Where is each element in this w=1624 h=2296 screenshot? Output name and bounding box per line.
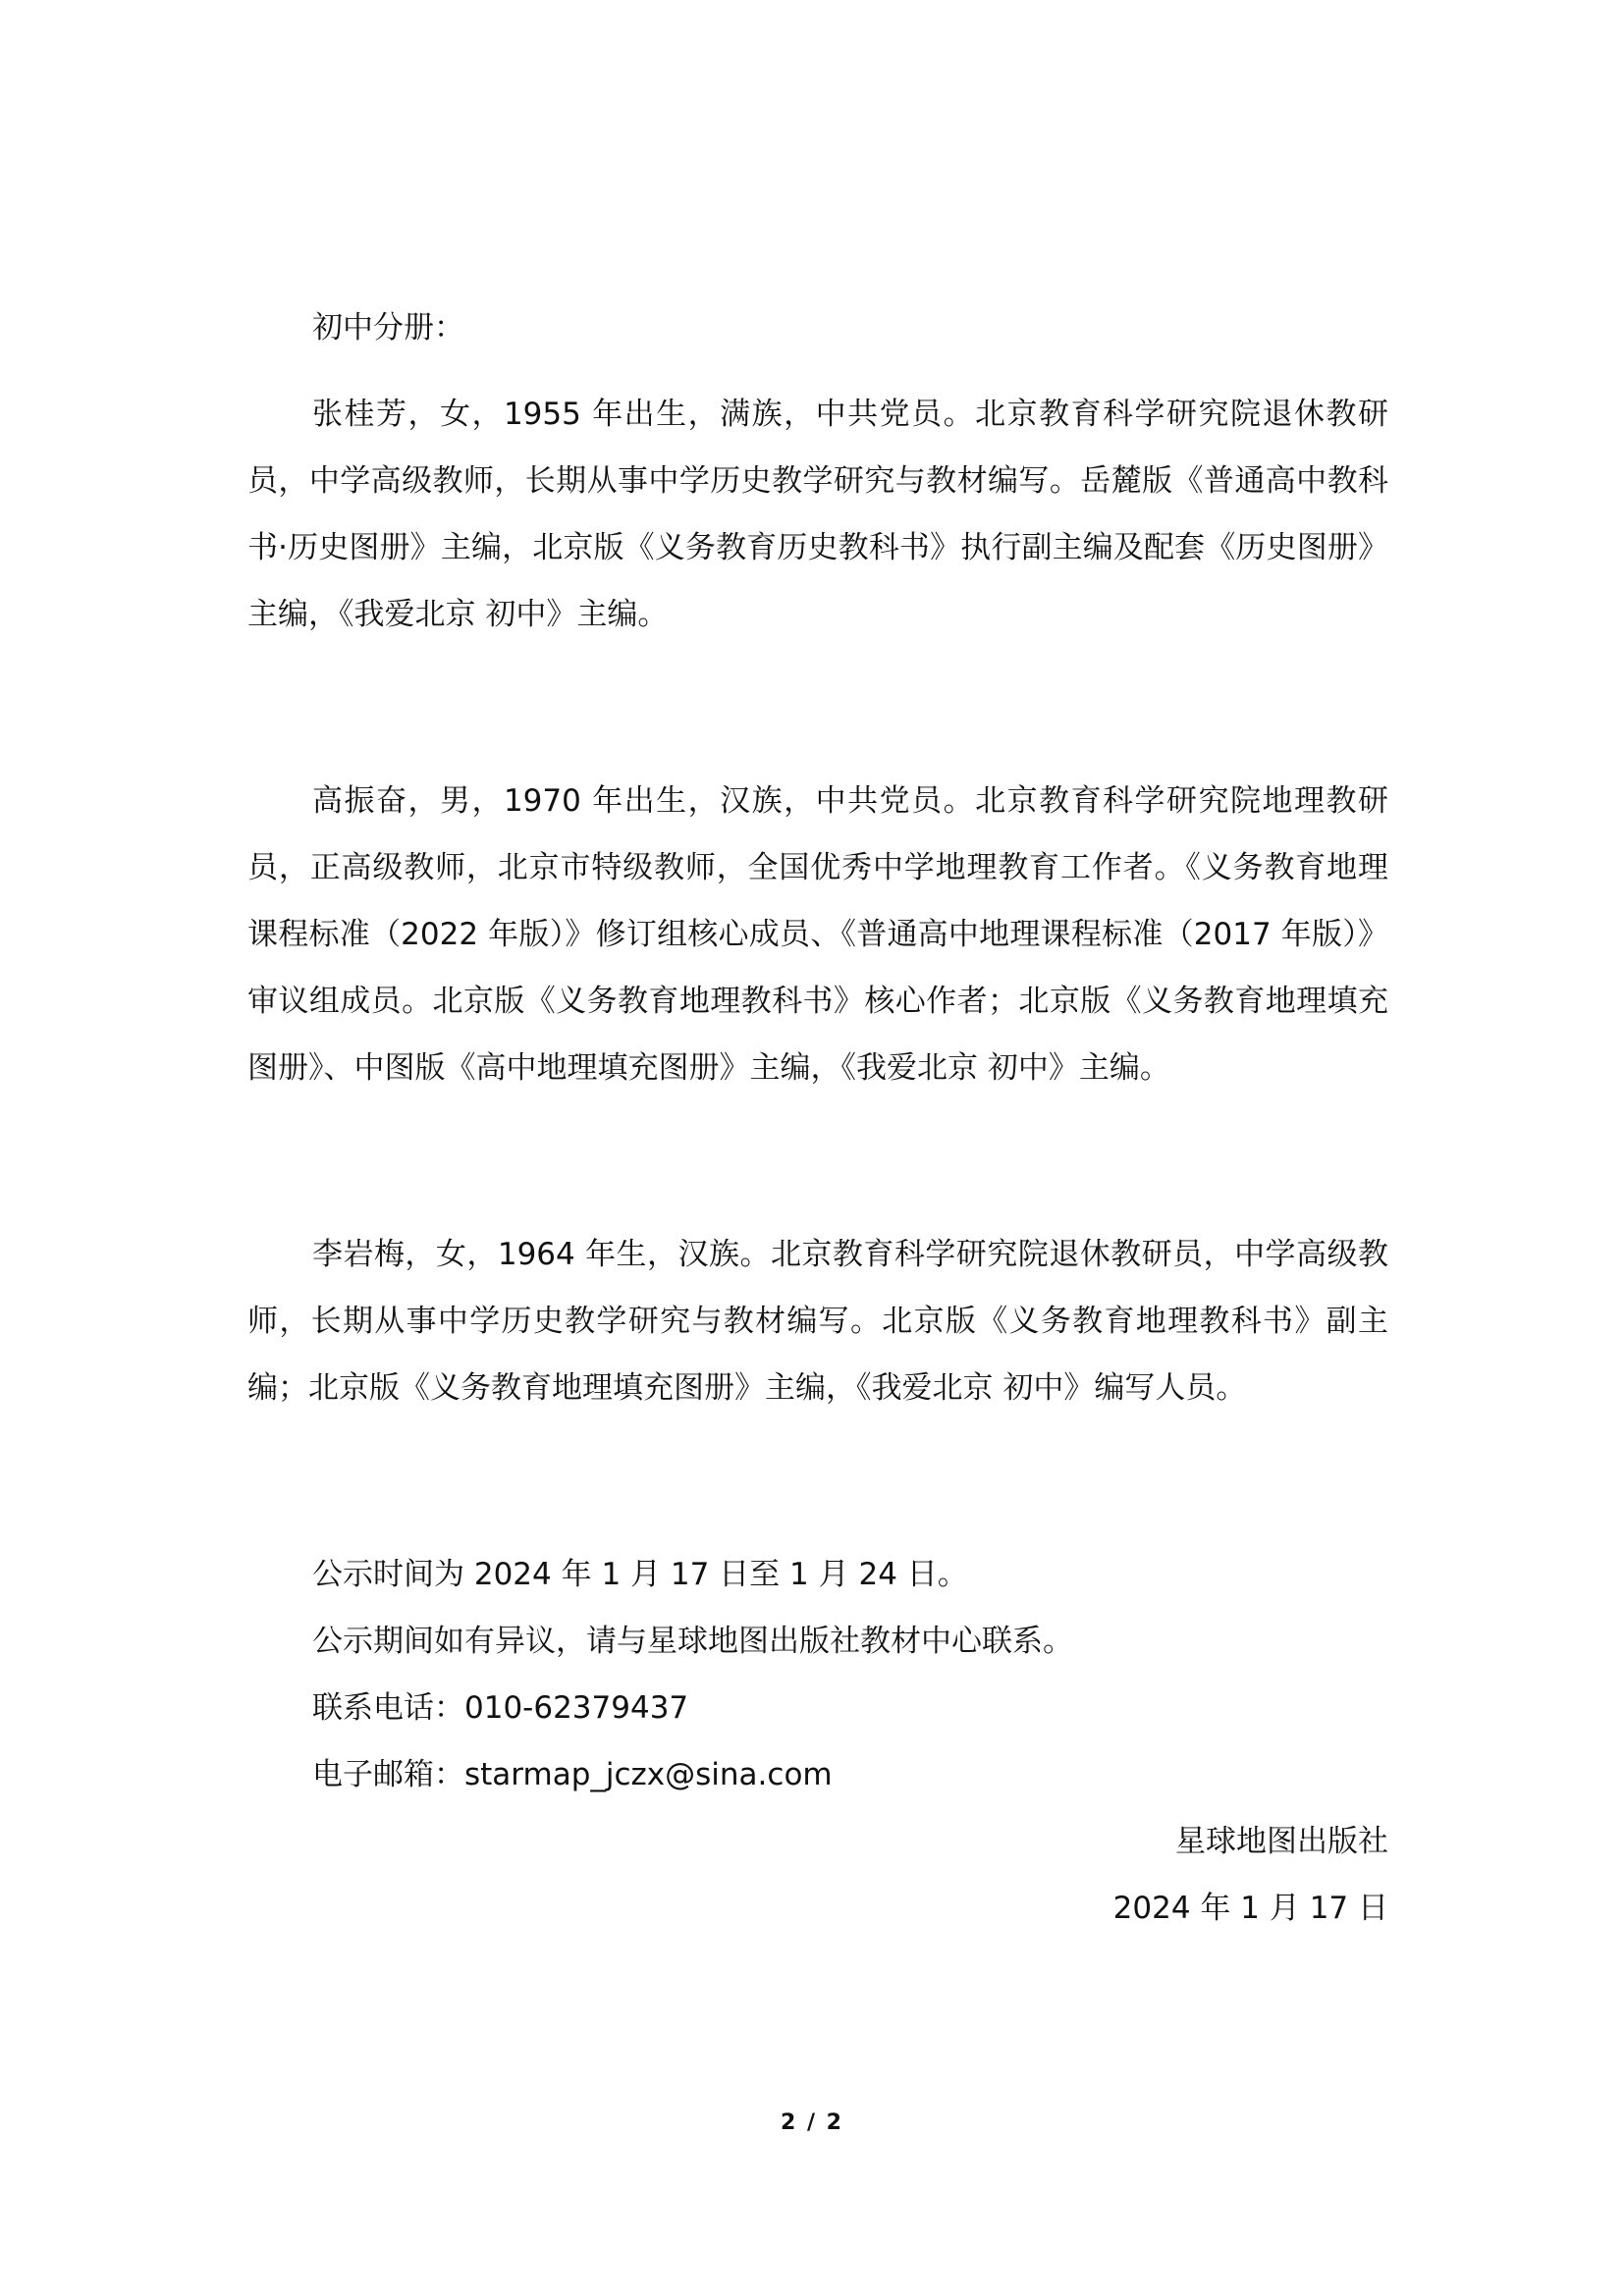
- section-heading: 初中分册：: [312, 310, 464, 346]
- bio-gao-zhenfen: 高振奋，男，1970 年出生，汉族，中共党员。北京教育科学研究院地理教研员，正高级教师，北京市特级教师，全国优秀中学地理教育工作者。《义务教育地理课程标准（2022 年版）》修订组核心成员、《普通高中地理课程标准（2017 年版）》审议组成员。北京版《义务教育地理教科书》核心作者；北京版《义务教育地理填充图册》、中图版《高中地理填充图册》主编，《我爱北京 初中》主编。: [247, 783, 1388, 1086]
- signature-organization: 星球地图出版社: [1175, 1824, 1388, 1859]
- signature-date: 2024 年 1 月 17 日: [1112, 1891, 1388, 1926]
- notice-objection: 公示期间如有异议，请与星球地图出版社教材中心联系。: [312, 1624, 1073, 1659]
- contact-email: 电子邮箱：starmap_jczx@sina.com: [312, 1757, 833, 1792]
- contact-phone: 联系电话：010-62379437: [312, 1690, 689, 1726]
- notice-period: 公示时间为 2024 年 1 月 17 日至 1 月 24 日。: [312, 1557, 968, 1592]
- bio-zhang-guifang: 张桂芳，女，1955 年出生，满族，中共党员。北京教育科学研究院退休教研员，中学高级教师，长期从事中学历史教学研究与教材编写。岳麓版《普通高中教科书·历史图册》主编，北京版《义务教育历史教科书》执行副主编及配套《历史图册》主编，《我爱北京 初中》主编。: [247, 397, 1388, 632]
- notice-block: [247, 1541, 1388, 1808]
- signature-block: [247, 1808, 1388, 1942]
- page-number: 2 / 2: [781, 2110, 843, 2135]
- document-body: [247, 294, 1388, 1942]
- bio-li-yanmei: 李岩梅，女，1964 年生，汉族。北京教育科学研究院退休教研员，中学高级教师，长期从事中学历史教学研究与教材编写。北京版《义务教育地理教科书》副主编；北京版《义务教育地理填充图册》主编，《我爱北京 初中》编写人员。: [247, 1237, 1388, 1406]
